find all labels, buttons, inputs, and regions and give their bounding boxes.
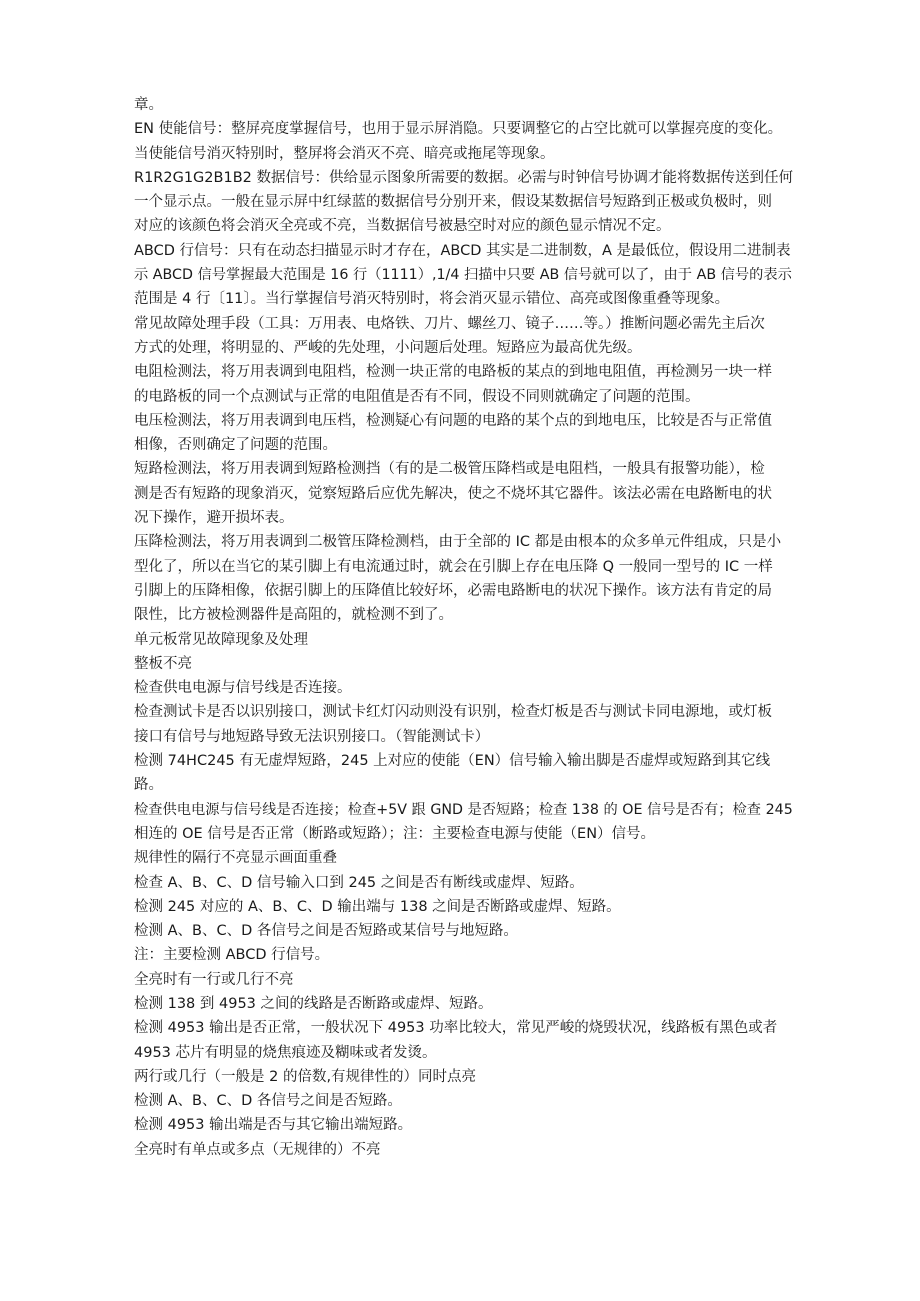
text-line: 两行或几行（一般是 2 的倍数,有规律性的）同时点亮: [134, 1068, 477, 1085]
text-line: 的电路板的同一个点测试与正常的电阻值是否有不同，假设不同则就确定了问题的范围。: [134, 388, 700, 405]
text-line: 短路检测法，将万用表调到短路检测挡（有的是二极管压降档或是电阻档，一般具有报警功能），检: [134, 461, 765, 478]
text-line: 路。: [134, 777, 163, 794]
text-line: 检测 A、B、C、D 各信号之间是否短路或某信号与地短路。: [134, 923, 518, 940]
text-line: 示 ABCD 信号掌握最大范围是 16 行（1111）,1/4 扫描中只要 AB 信号就可以了，由于 AB 信号的表示: [134, 267, 792, 284]
text-line: 单元板常见故障现象及处理: [134, 631, 308, 648]
text-line: 相连的 OE 信号是否正常（断路或短路）；注：主要检查电源与使能（EN）信号。: [134, 825, 656, 842]
text-line: 全亮时有单点或多点（无规律的）不亮: [134, 1141, 381, 1158]
text-line: R1R2G1G2B1B2 数据信号：供给显示图象所需要的数据。必需与时钟信号协调才能将数据传送到任何: [134, 169, 793, 186]
text-line: 检测 A、B、C、D 各信号之间是否短路。: [134, 1093, 402, 1110]
text-line: 检测 245 对应的 A、B、C、D 输出端与 138 之间是否断路或虚焊、短路。: [134, 898, 621, 915]
text-line: 检查 A、B、C、D 信号输入口到 245 之间是否有断线或虚焊、短路。: [134, 874, 584, 891]
text-line: 整板不亮: [134, 655, 192, 672]
text-line: 型化了，所以在当它的某引脚上有电流通过时，就会在引脚上存在电压降 Q 一般同一型号的 IC 一样: [134, 558, 773, 575]
text-line: 检测 138 到 4953 之间的线路是否断路或虚焊、短路。: [134, 995, 493, 1012]
text-line: 4953 芯片有明显的烧焦痕迹及糊味或者发烫。: [134, 1044, 437, 1061]
text-line: 一个显示点。一般在显示屏中红绿蓝的数据信号分别开来，假设某数据信号短路到正极或负极时，则: [134, 194, 772, 211]
text-line: 限性，比方被检测器件是高阻的，就检测不到了。: [134, 607, 453, 624]
text-line: 况下操作，避开损坏表。: [134, 510, 294, 527]
text-line: 压降检测法，将万用表调到二极管压降检测档，由于全部的 IC 都是由根本的众多单元件组成，只是小: [134, 534, 782, 551]
text-line: 检查测试卡是否以识别接口，测试卡红灯闪动则没有识别，检查灯板是否与测试卡同电源地，或灯板: [134, 704, 772, 721]
text-line: 全亮时有一行或几行不亮: [134, 971, 294, 988]
text-line: 引脚上的压降相像，依据引脚上的压降值比较好坏，必需电路断电的状况下操作。该方法有肯定的局: [134, 582, 772, 599]
text-line: 章。: [134, 97, 163, 113]
text-line: 检查供电电源与信号线是否连接；检查+5V 跟 GND 是否短路；检查 138 的 OE 信号是否有；检查 245: [134, 801, 793, 818]
text-line: 对应的该颜色将会消灭全亮或不亮，当数据信号被悬空时对应的颜色显示情况不定。: [134, 218, 671, 235]
text-line: 相像，否则确定了问题的范围。: [134, 437, 337, 454]
text-line: 接口有信号与地短路导致无法识别接口。（智能测试卡）: [134, 728, 490, 745]
text-line: 检测 74HC245 有无虚焊短路，245 上对应的使能（EN）信号输入输出脚是否虚焊或短路到其它线: [134, 753, 771, 770]
document-body: [134, 93, 794, 1162]
text-line: 电压检测法，将万用表调到电压档，检测疑心有问题的电路的某个点的到地电压，比较是否与正常值: [134, 412, 772, 429]
text-line: 测是否有短路的现象消灭，觉察短路后应优先解决，使之不烧坏其它器件。该法必需在电路断电的状: [134, 485, 772, 502]
text-line: 常见故障处理手段（工具：万用表、电烙铁、刀片、螺丝刀、镜子……等。）推断问题必需先主后次: [134, 315, 765, 332]
text-line: 注：主要检测 ABCD 行信号。: [134, 947, 330, 964]
text-line: 检测 4953 输出端是否与其它输出端短路。: [134, 1117, 413, 1134]
text-line: 范围是 4 行〔11〕。当行掌握信号消灭特别时，将会消灭显示错位、高亮或图像重叠等现象。: [134, 291, 730, 308]
text-line: 当使能信号消灭特别时，整屏将会消灭不亮、暗亮或拖尾等现象。: [134, 145, 555, 162]
text-line: 方式的处理，将明显的、严峻的先处理，小问题后处理。短路应为最高优先级。: [134, 339, 642, 356]
text-line: 检查供电电源与信号线是否连接。: [134, 680, 352, 697]
text-line: 规律性的隔行不亮显示画面重叠: [134, 850, 337, 867]
text-line: EN 使能信号：整屏亮度掌握信号，也用于显示屏消隐。只要调整它的占空比就可以掌握亮度的变化。: [134, 121, 783, 138]
text-line: ABCD 行信号：只有在动态扫描显示时才存在，ABCD 其实是二进制数，A 是最低位，假设用二进制表: [134, 242, 791, 259]
text-line: 电阻检测法，将万用表调到电阻档，检测一块正常的电路板的某点的到地电阻值，再检测另一块一样: [134, 364, 772, 381]
text-line: 检测 4953 输出是否正常，一般状况下 4953 功率比较大，常见严峻的烧毁状况，线路板有黑色或者: [134, 1020, 778, 1037]
